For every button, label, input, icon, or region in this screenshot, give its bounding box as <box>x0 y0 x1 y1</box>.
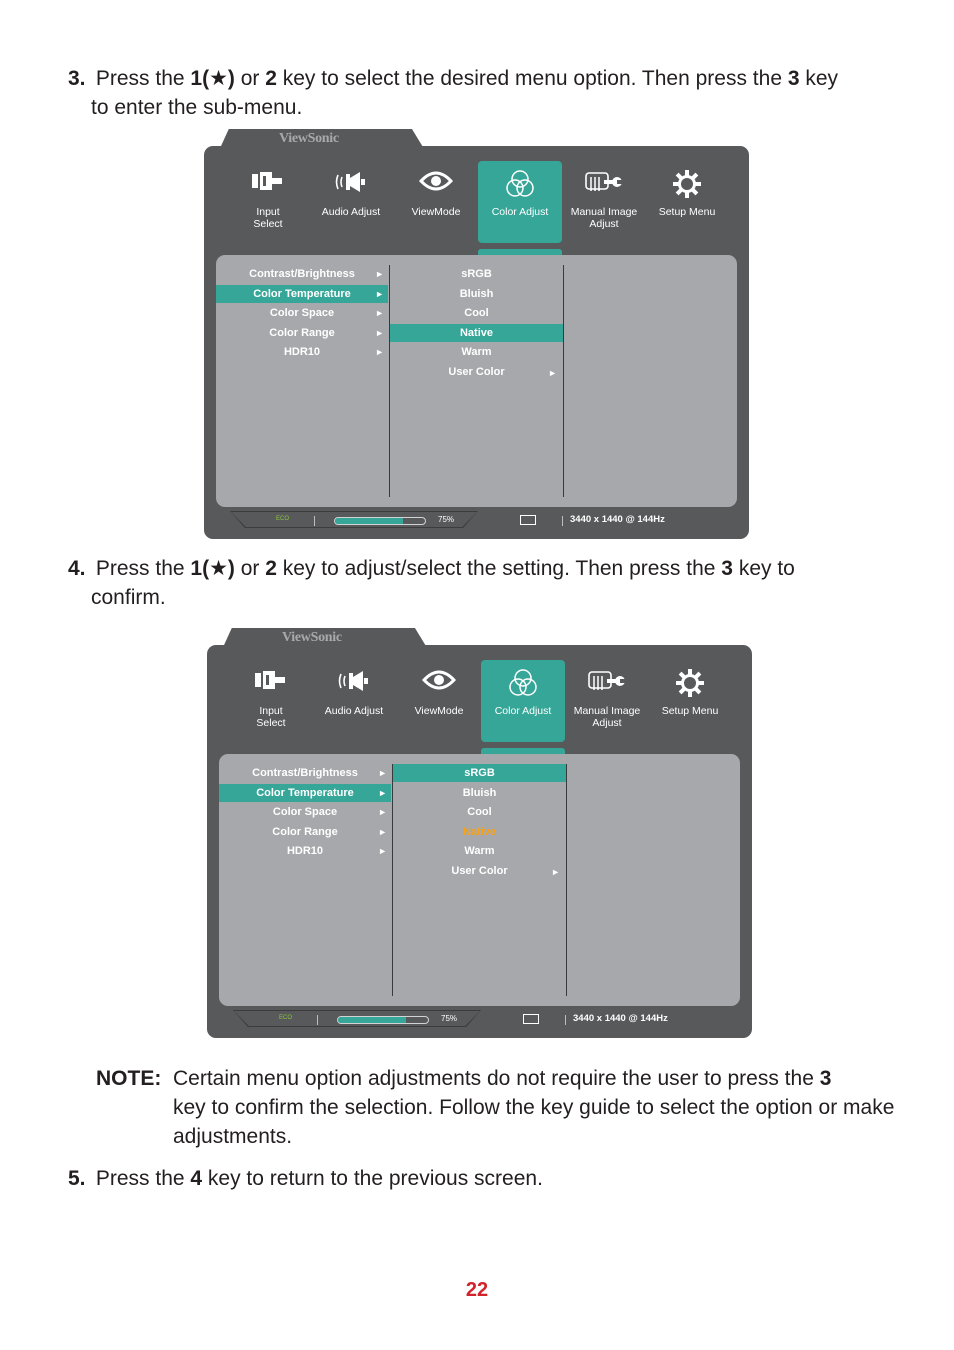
manual-adjust-icon <box>562 169 646 203</box>
option-item[interactable]: sRGB <box>461 268 492 280</box>
option-item[interactable]: Bluish <box>459 287 494 300</box>
step-text: or <box>234 557 266 580</box>
menu-item-label: ViewMode <box>414 705 464 717</box>
color-circles-icon <box>478 169 562 203</box>
arrow-right-icon: ► <box>375 308 384 318</box>
color-circles-icon <box>481 668 565 702</box>
submenu-item[interactable]: Color Space ► <box>219 803 391 821</box>
menu-item-label: Color Adjust <box>491 206 549 218</box>
gear-icon <box>648 668 732 702</box>
submenu-item[interactable]: Contrast/Brightness ► <box>219 764 391 782</box>
arrow-right-icon: ► <box>378 846 387 856</box>
audio-icon <box>309 169 393 203</box>
manual-adjust-icon <box>565 668 649 702</box>
step-text: key to adjust/select the setting. Then press the <box>276 557 722 580</box>
key-label: 1(★) <box>190 67 235 90</box>
note-text: key to confirm the selection. Follow the key guide to select the option or make adjustments. <box>173 1096 895 1148</box>
input-select-icon <box>226 169 310 203</box>
option-item[interactable]: Bluish <box>462 786 497 799</box>
divider <box>562 516 563 526</box>
option-item[interactable]: Warm <box>464 845 495 857</box>
option-item[interactable]: Native <box>390 324 563 342</box>
arrow-right-icon: ► <box>378 807 387 817</box>
option-item[interactable]: Native <box>462 825 497 838</box>
menu-item-gear[interactable] <box>645 161 729 243</box>
osd-screenshot <box>207 628 752 1038</box>
input-select-icon <box>229 668 313 702</box>
column-divider <box>566 764 567 996</box>
submenu-panel <box>219 754 740 1006</box>
arrow-right-icon: ► <box>378 826 387 837</box>
step-text: confirm. <box>91 586 166 609</box>
arrow-right-icon: ► <box>375 288 384 299</box>
step-text: key to <box>732 557 795 580</box>
brightness-fill <box>335 518 403 524</box>
menu-item-audio[interactable] <box>312 660 396 742</box>
divider <box>314 516 315 526</box>
arrow-right-icon: ► <box>378 787 387 798</box>
menu-item-input-select[interactable] <box>229 660 313 742</box>
divider <box>317 1015 318 1025</box>
step-text: Press the <box>95 1167 191 1190</box>
step-text: key to return to the previous screen. <box>202 1167 543 1190</box>
key-label: 3 <box>819 1067 832 1090</box>
divider <box>565 1015 566 1025</box>
note-label: NOTE: <box>96 1067 162 1090</box>
submenu-item[interactable]: HDR10 ► <box>216 343 388 361</box>
menu-item-input-select[interactable] <box>226 161 310 243</box>
option-item[interactable]: User Color ► <box>390 363 563 381</box>
submenu-item[interactable]: Color Range ► <box>216 324 388 342</box>
menu-item-eye[interactable] <box>397 660 481 742</box>
key-label: 4 <box>190 1167 203 1190</box>
brand-logo: ViewSonic <box>279 131 339 146</box>
brightness-percent: 75% <box>438 515 455 524</box>
monitor-icon <box>523 1014 539 1024</box>
submenu-item[interactable]: Color Temperature ► <box>219 784 391 802</box>
option-item[interactable]: Warm <box>461 346 492 358</box>
column-divider <box>563 265 564 497</box>
menu-item-label: Color Adjust <box>494 705 552 717</box>
menu-item-label: Manual Image Adjust <box>570 206 638 230</box>
step-text: or <box>234 67 266 90</box>
arrow-right-icon: ► <box>551 866 560 877</box>
step-4 <box>68 554 795 612</box>
menu-item-manual-adjust[interactable] <box>565 660 649 742</box>
menu-item-label: Audio Adjust <box>321 206 381 218</box>
monitor-icon <box>520 515 536 525</box>
brand-logo: ViewSonic <box>282 630 342 645</box>
osd-screenshot <box>204 129 749 539</box>
resolution-readout: 3440 x 1440 @ 144Hz <box>573 1013 668 1024</box>
arrow-right-icon: ► <box>378 768 387 778</box>
audio-icon <box>312 668 396 702</box>
resolution-readout: 3440 x 1440 @ 144Hz <box>570 514 665 525</box>
step-number: 3. <box>68 67 86 90</box>
menu-item-label: Manual Image Adjust <box>573 705 641 729</box>
brightness-percent: 75% <box>441 1014 458 1023</box>
page-number: 22 <box>465 1279 489 1301</box>
menu-item-label: ViewMode <box>411 206 461 218</box>
menu-item-label: Setup Menu <box>661 705 719 717</box>
submenu-item[interactable]: Contrast/Brightness ► <box>216 265 388 283</box>
menu-item-label: Audio Adjust <box>324 705 384 717</box>
step-text: Press the <box>95 67 191 90</box>
option-item[interactable]: sRGB <box>393 764 566 782</box>
key-label: 2 <box>265 557 277 580</box>
menu-item-eye[interactable] <box>394 161 478 243</box>
menu-item-label: Input Select <box>253 206 283 230</box>
menu-item-color-circles[interactable] <box>478 161 562 243</box>
brightness-bar <box>334 517 426 525</box>
step-text: key <box>799 67 839 90</box>
menu-item-label: Setup Menu <box>658 206 716 218</box>
step-text: to enter the sub-menu. <box>91 96 303 119</box>
key-label: 3 <box>721 557 733 580</box>
menu-item-color-circles[interactable] <box>481 660 565 742</box>
step-text: key to select the desired menu option. Then press the <box>276 67 788 90</box>
eye-icon <box>397 668 481 702</box>
submenu-item[interactable]: HDR10 ► <box>219 842 391 860</box>
arrow-right-icon: ► <box>375 269 384 279</box>
submenu-item[interactable]: Color Range ► <box>219 823 391 841</box>
option-item[interactable]: Cool <box>467 806 492 818</box>
eye-icon <box>394 169 478 203</box>
menu-item-label: Input Select <box>256 705 286 729</box>
step-5 <box>68 1164 543 1193</box>
submenu-item[interactable]: Color Space ► <box>216 304 388 322</box>
arrow-right-icon: ► <box>548 367 557 378</box>
key-label: 3 <box>787 67 800 90</box>
submenu-item[interactable]: Color Temperature ► <box>216 285 388 303</box>
key-label: 1(★) <box>190 557 235 580</box>
eco-icon: ECO <box>279 1015 293 1021</box>
brightness-bar <box>337 1016 429 1024</box>
menu-item-manual-adjust[interactable] <box>562 161 646 243</box>
gear-icon <box>645 169 729 203</box>
note <box>96 1064 896 1151</box>
step-number: 5. <box>68 1167 86 1190</box>
arrow-right-icon: ► <box>375 347 384 357</box>
eco-icon: ECO <box>276 516 290 522</box>
submenu-panel <box>216 255 737 507</box>
arrow-right-icon: ► <box>375 327 384 338</box>
step-number: 4. <box>68 557 86 580</box>
brightness-fill <box>338 1017 406 1023</box>
menu-item-gear[interactable] <box>648 660 732 742</box>
step-text: Press the <box>95 557 191 580</box>
step-3 <box>68 64 838 122</box>
key-label: 2 <box>265 67 277 90</box>
menu-item-audio[interactable] <box>309 161 393 243</box>
option-item[interactable]: Cool <box>464 307 489 319</box>
note-text: Certain menu option adjustments do not require the user to press the <box>173 1067 820 1090</box>
option-item[interactable]: User Color ► <box>393 862 566 880</box>
